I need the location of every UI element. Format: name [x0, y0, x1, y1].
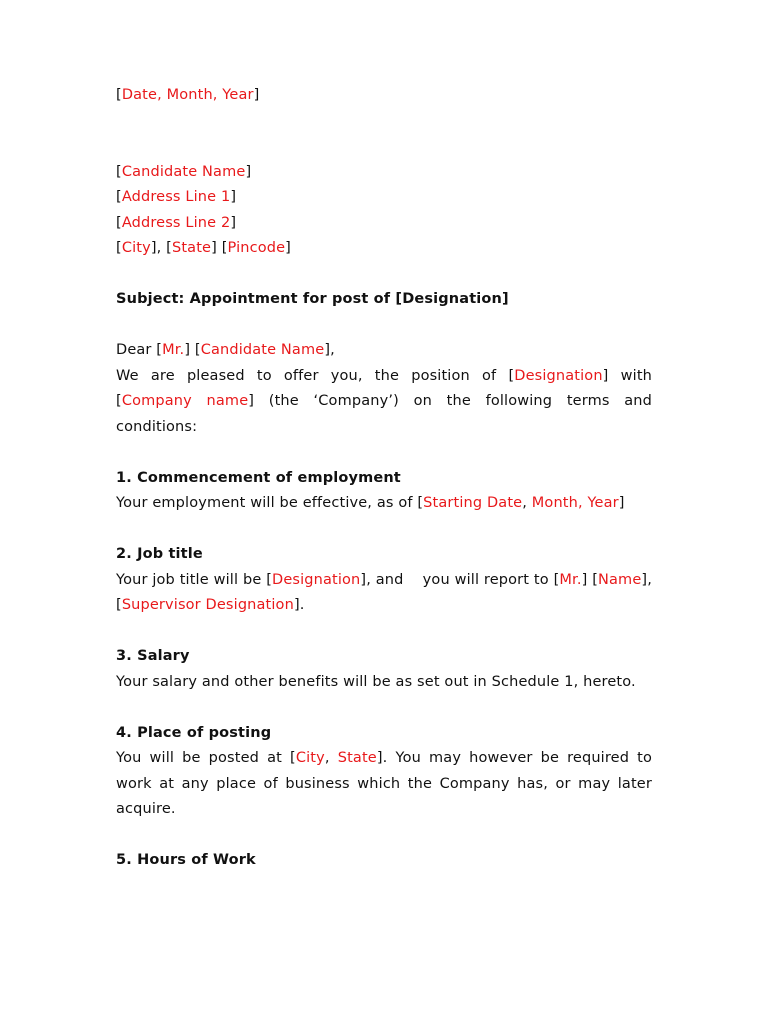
address-line-2-placeholder: Address Line 2 — [121, 214, 231, 231]
intro-text-1: We are pleased to offer you, the position of — [116, 367, 509, 384]
intro-paragraph: We are pleased to offer you, the position of [Designation] with [Company name] (the ‘Company’) on the following terms and conditions: — [116, 367, 652, 435]
starting-date-placeholder: Starting Date — [423, 495, 523, 511]
section-heading-commencement: 1. Commencement of employment — [116, 469, 401, 486]
date-line: [Date, Month, Year] — [116, 87, 260, 103]
candidate-name-placeholder: Candidate Name — [121, 163, 246, 180]
intro-text-3: (the ‘Company’) on the following terms and conditions: — [116, 393, 652, 435]
date-placeholder: Date, Month, Year — [121, 87, 254, 103]
supervisor-designation-placeholder: Supervisor Designation — [121, 597, 294, 613]
address-block — [116, 160, 652, 262]
city-placeholder: City — [121, 240, 151, 256]
intro-designation-placeholder: Designation — [514, 367, 603, 384]
posting-state-placeholder: State — [337, 750, 377, 766]
section-body-job-title: Your job title will be [Designation], and you will report to [Mr.] [Name], [Supervisor Designation]. — [116, 571, 652, 613]
appointment-letter — [116, 83, 652, 874]
salutation-title-placeholder: Mr. — [162, 342, 185, 358]
job-title-text-2: , and you will report to — [366, 571, 554, 588]
posting-text-2: . You may however be required to work at any place of business which the Company has, or may later acquire. — [116, 750, 652, 817]
subject-line: Subject: Appointment for post of [Designation] — [116, 291, 509, 307]
section-body-salary: Your salary and other benefits will be as set out in Schedule 1, hereto. — [116, 673, 636, 690]
supervisor-name-placeholder: Name — [598, 571, 642, 588]
section-heading-place-of-posting: 4. Place of posting — [116, 724, 272, 741]
address-city-state-pincode: [City], [State] [Pincode] — [116, 240, 291, 256]
posting-city-placeholder: City — [295, 750, 325, 766]
address-line-1: [Address Line 1] — [116, 189, 237, 205]
section-heading-hours-of-work: 5. Hours of Work — [116, 852, 256, 868]
address-candidate-name: [Candidate Name] — [116, 163, 252, 180]
intro-company-placeholder: Company name — [121, 393, 249, 409]
job-title-text-1: Your job title will be — [116, 571, 267, 588]
address-line-1-placeholder: Address Line 1 — [121, 189, 231, 205]
commencement-text: Your employment will be effective, as of — [116, 495, 418, 511]
job-designation-placeholder: Designation — [272, 571, 361, 588]
section-body-place-of-posting: You will be posted at [City, State]. You may however be required to work at any place of business which the Company has, or may later acquire. — [116, 750, 652, 817]
section-heading-job-title: 2. Job title — [116, 546, 203, 562]
month-year-placeholder: Month, Year — [531, 495, 619, 511]
supervisor-title-placeholder: Mr. — [559, 571, 582, 588]
state-placeholder: State — [171, 240, 212, 256]
posting-text-1: You will be posted at — [116, 750, 291, 766]
salutation-prefix: Dear — [116, 342, 157, 358]
pincode-placeholder: Pincode — [227, 240, 286, 256]
section-heading-salary: 3. Salary — [116, 648, 190, 664]
salutation-name-placeholder: Candidate Name — [200, 342, 325, 358]
intro-text-2: with — [608, 367, 652, 384]
address-line-2: [Address Line 2] — [116, 214, 237, 231]
section-body-commencement: Your employment will be effective, as of [Starting Date, Month, Year] — [116, 495, 625, 511]
salutation: Dear [Mr.] [Candidate Name], — [116, 342, 335, 358]
